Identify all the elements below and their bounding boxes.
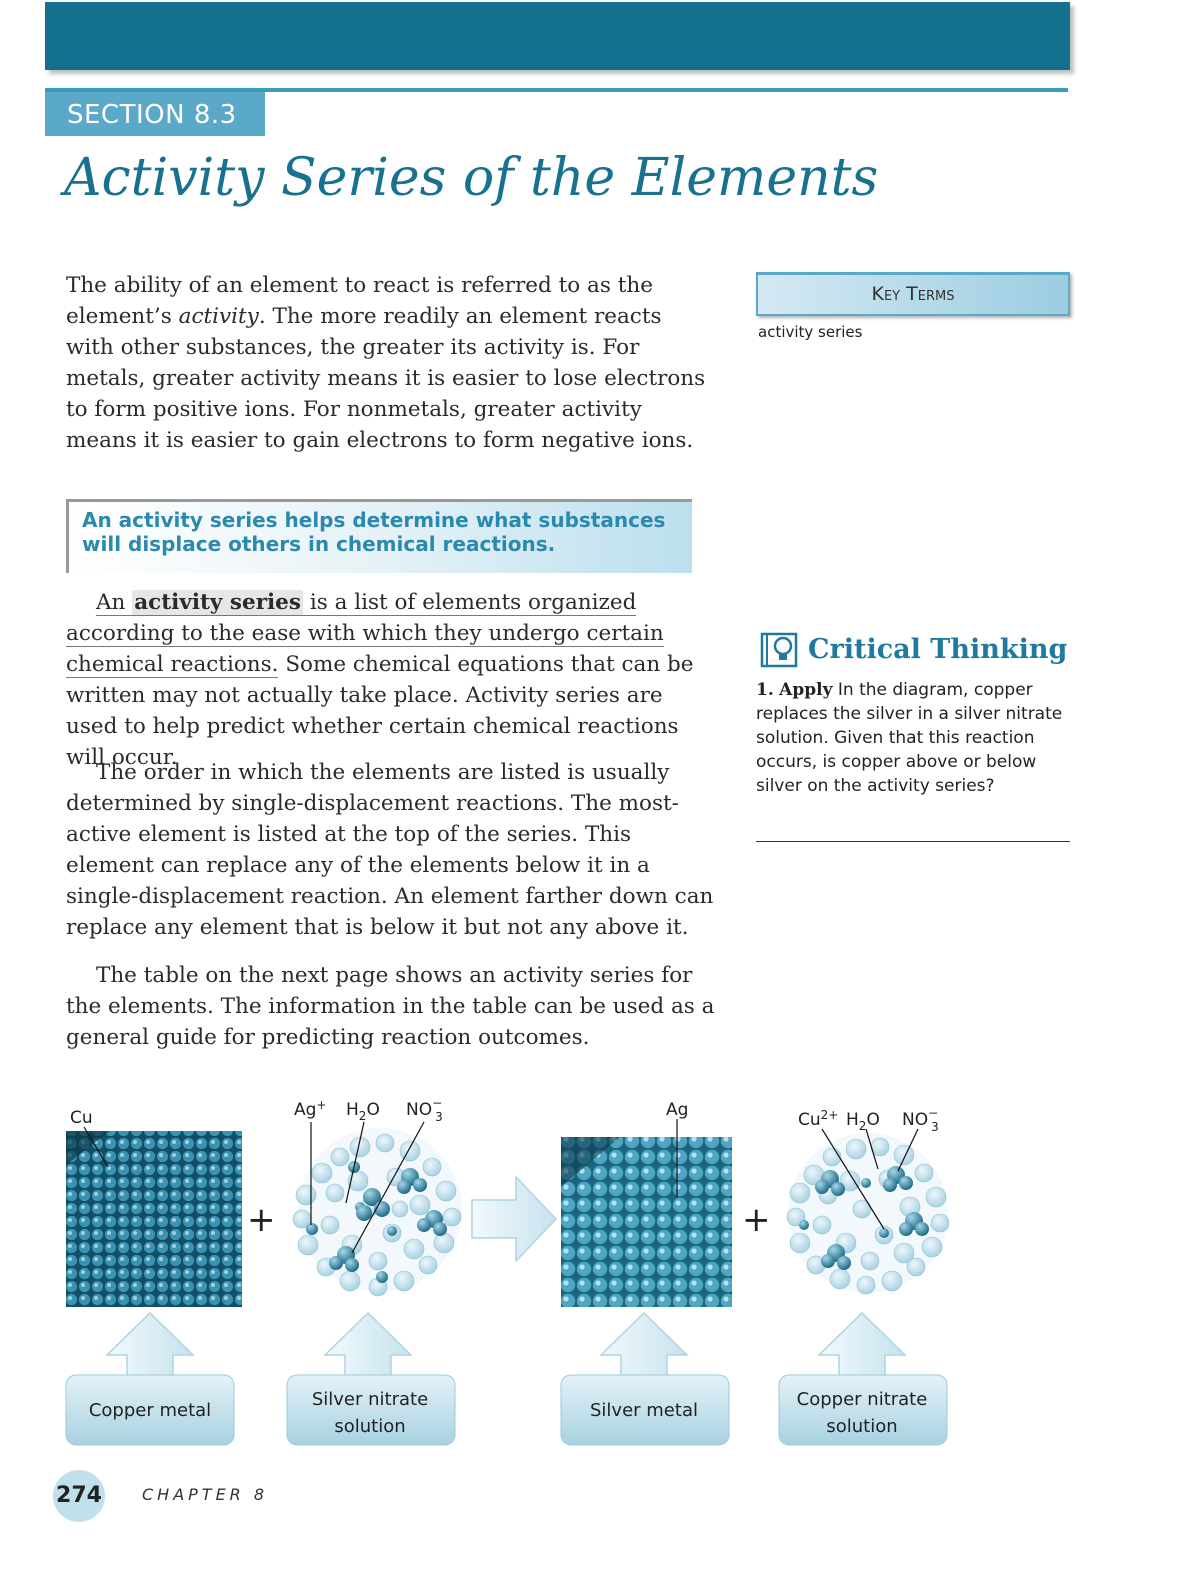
up-arrow-2 xyxy=(325,1313,411,1377)
page-title: Activity Series of the Elements xyxy=(64,148,879,208)
plus-sign: + xyxy=(247,1200,276,1240)
term-activity: activity xyxy=(178,304,259,329)
section-label: SECTION 8.3 xyxy=(45,92,265,136)
definition-paragraph: An activity series is a list of elements organized according to the ease with which they undergo certain chemical reactions. Some chemical equations that can be written may not actually take place. Activity series are used to help predict whether certain chemical reactions will occur. xyxy=(66,590,694,770)
label-box-silver-metal xyxy=(561,1375,729,1445)
critical-thinking-title: Critical Thinking xyxy=(808,634,1068,665)
svg-text:solution: solution xyxy=(334,1416,406,1437)
label-cu-ion: $Cu^{2+}$ xyxy=(798,1108,839,1130)
page-number: 274 xyxy=(53,1470,105,1522)
svg-text:Copper nitrate: Copper nitrate xyxy=(796,1389,928,1410)
label-ag: Ag xyxy=(666,1100,689,1120)
up-arrow-1 xyxy=(107,1313,193,1377)
svg-text:solution: solution xyxy=(826,1416,898,1437)
body-paragraph-order: The order in which the elements are listed is usually determined by single-displacement reactions. The most-active element is listed at the top of the series. This element can replace any of the elements below it in a single-displacement reaction. An element farther down can replace any element that is below it but not any above it. xyxy=(66,760,714,940)
label-water: $H_2O$ xyxy=(346,1100,380,1123)
label-water-2: $H_2O$ xyxy=(846,1110,880,1133)
plus-sign-2: + xyxy=(742,1200,771,1240)
intro-paragraph: The ability of an element to react is referred to as the element’s activity. The more readily an element reacts with other substances, the greater its activity is. For metals, greater activity means it is easier to lose electrons to form positive ions. For nonmetals, greater activity means it is easier to gain electrons to form negative ions. xyxy=(66,273,706,453)
up-arrow-4 xyxy=(819,1313,905,1377)
body-paragraph-table: The table on the next page shows an activity series for the elements. The information in the table can be used as a general guide for predicting reaction outcomes. xyxy=(66,963,715,1050)
chapter-label: CHAPTER 8 xyxy=(142,1485,269,1504)
label-nitrate-2: NO− 3 xyxy=(902,1106,939,1134)
copper-metal-lattice xyxy=(66,1127,242,1307)
critical-thinking-question: 1. Apply In the diagram, copper replaces the silver in a silver nitrate solution. Given that this reaction occurs, is copper above or below silver on the activity series? xyxy=(756,680,1063,796)
label-ag-ion: Ag+ xyxy=(294,1098,327,1120)
reaction-diagram xyxy=(0,1085,1200,1465)
label-box-silver-nitrate xyxy=(287,1375,455,1445)
label-cu: Cu xyxy=(70,1108,93,1128)
term-activity-series: activity series xyxy=(134,590,301,615)
svg-text:Silver metal: Silver metal xyxy=(590,1400,698,1421)
reaction-arrow xyxy=(472,1177,556,1261)
key-term-item[interactable]: activity series xyxy=(758,323,863,341)
label-box-copper-metal xyxy=(66,1375,234,1445)
up-arrow-3 xyxy=(601,1313,687,1377)
key-terms-heading: Key Terms xyxy=(756,272,1070,316)
label-nitrate: NO− 3 xyxy=(406,1096,443,1124)
main-idea-text: An activity series helps determine what substances will displace others in chemical reactions. xyxy=(82,508,666,556)
silver-nitrate-solution xyxy=(293,1122,462,1296)
label-box-copper-nitrate xyxy=(779,1375,947,1445)
header-bar xyxy=(45,2,1070,70)
lightbulb-notebook-icon xyxy=(759,630,799,670)
svg-text:Silver nitrate: Silver nitrate xyxy=(311,1389,429,1410)
answer-line[interactable] xyxy=(756,841,1070,842)
copper-nitrate-solution xyxy=(787,1129,949,1294)
silver-metal-lattice xyxy=(561,1119,732,1307)
svg-text:Copper metal: Copper metal xyxy=(88,1400,212,1421)
